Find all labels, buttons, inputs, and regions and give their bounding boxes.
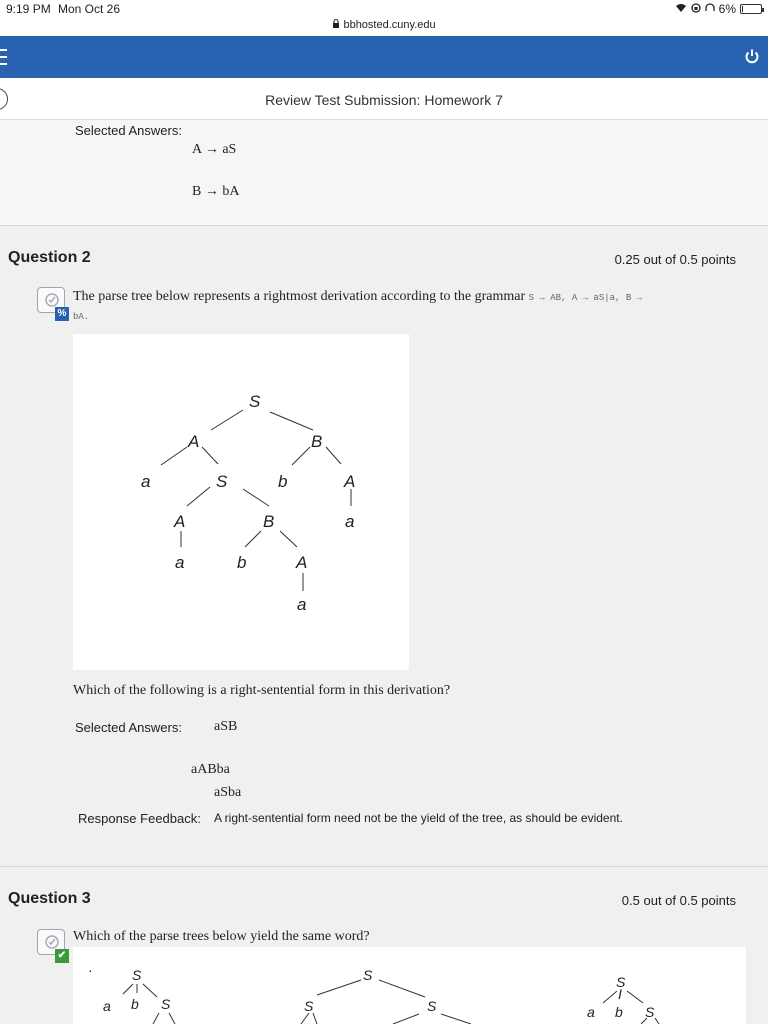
partial-credit-badge: % (55, 307, 69, 321)
status-time: 9:19 PM (6, 2, 51, 16)
parse-tree-image (73, 334, 409, 670)
tree-label: . (89, 959, 93, 975)
tree-node: a (175, 553, 185, 572)
previous-question-answers (0, 120, 768, 226)
partial-credit-icon (37, 287, 67, 317)
question-2-prompt (73, 288, 743, 326)
tree-label: S (363, 967, 373, 983)
battery-level (742, 6, 743, 12)
tree-node: S (216, 472, 228, 491)
tree-node: a (297, 595, 307, 614)
tree-label: S (645, 1004, 655, 1020)
question-2-text: Which of the following is a right-sentential form in this derivation? (73, 683, 451, 698)
correct-icon (37, 929, 67, 959)
tree-label: a (587, 1004, 595, 1020)
page-header (0, 78, 768, 120)
page-title: Review Test Submission: Homework 7 (265, 92, 503, 108)
headphones-icon (705, 2, 715, 16)
question-2-title: Question 2 (8, 249, 91, 266)
tree-node: b (237, 553, 247, 572)
question-2-points: 0.25 out of 0.5 points (614, 252, 736, 267)
tree-label: b (615, 1004, 623, 1020)
url-text: bbhosted.cuny.edu (343, 19, 436, 31)
tree-node: A (188, 432, 200, 451)
selected-answers-label: Selected Answers: (75, 720, 182, 735)
tree-node: B (311, 432, 323, 451)
tree-node: A (296, 553, 308, 572)
prompt-text: The parse tree below represents a rightmost derivation according to the grammar (73, 289, 526, 304)
grammar-text: S → AB, A → aS|a, B → (528, 293, 643, 303)
response-feedback-text: A right-sentential form need not be the yield of the tree, as should be evident. (214, 811, 623, 825)
grammar-text-cont: bA. (73, 312, 90, 322)
status-bar (0, 0, 768, 18)
question-3-points: 0.5 out of 0.5 points (621, 893, 736, 908)
battery-percent: 6% (718, 2, 736, 16)
orientation-lock-icon (691, 2, 701, 16)
tree-node: S (249, 392, 261, 411)
question-3-prompt: Which of the parse trees below yield the same word? (73, 929, 370, 944)
tree-label: S (161, 996, 171, 1012)
tree-label: S (304, 998, 314, 1014)
selected-answer: aABba (191, 762, 230, 777)
selected-answer: A → aS (192, 142, 237, 157)
tree-node: a (141, 472, 151, 491)
correct-badge: ✔ (55, 949, 69, 963)
tree-label: S (427, 998, 437, 1014)
tree-node: B (263, 512, 275, 531)
wifi-icon (675, 2, 687, 16)
tree-node: b (278, 472, 288, 491)
status-date: Mon Oct 26 (58, 2, 121, 16)
selected-answer: aSba (214, 785, 242, 800)
selected-answer: B → bA (192, 184, 240, 199)
tree-label: S (616, 974, 626, 990)
tree-node: a (345, 512, 355, 531)
lock-icon (332, 19, 343, 31)
tree-label: b (131, 996, 139, 1012)
parse-trees-image (73, 947, 746, 1024)
power-icon[interactable] (744, 48, 760, 69)
tree-label: S (132, 967, 142, 983)
status-icons (675, 2, 762, 16)
tree-label: a (103, 998, 111, 1014)
selected-answer: aSB (214, 719, 238, 734)
top-navigation (0, 36, 768, 78)
address-bar[interactable] (0, 18, 768, 36)
menu-icon[interactable] (0, 49, 7, 65)
section-divider (0, 866, 768, 867)
battery-icon (740, 4, 762, 14)
response-feedback-label: Response Feedback: (78, 811, 201, 826)
tree-node: A (174, 512, 186, 531)
selected-answers-label: Selected Answers: (75, 123, 182, 138)
question-3-title: Question 3 (8, 890, 91, 907)
tree-node: A (344, 472, 356, 491)
tree-label: I (618, 986, 622, 1002)
